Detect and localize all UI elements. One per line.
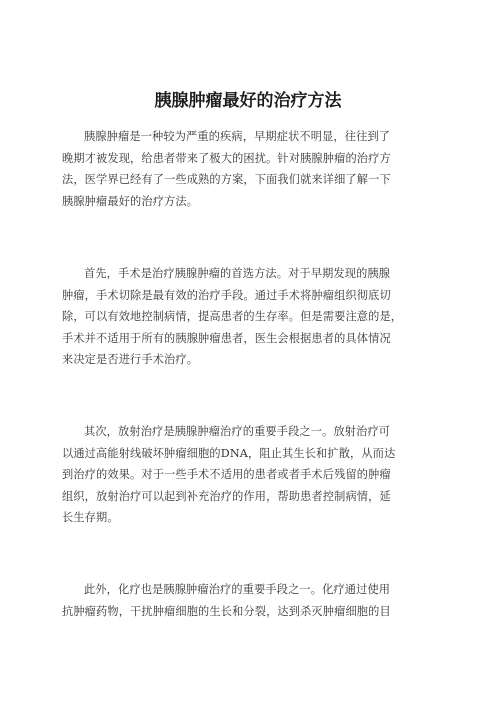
document-title: 胰腺肿瘤最好的治疗方法 bbox=[154, 91, 342, 111]
paragraph-line: 抗肿瘤药物，干扰肿瘤细胞的生长和分裂，达到杀灭肿瘤细胞的目 bbox=[62, 604, 391, 618]
paragraph-line: 此外，化疗也是胰腺肿瘤治疗的重要手段之一。化疗通过使用 bbox=[84, 583, 391, 596]
paragraph-line: 其次，放射治疗是胰腺肿瘤治疗的重要手段之一。放射治疗可 bbox=[84, 425, 391, 438]
paragraph-line: 来决定是否进行手术治疗。 bbox=[62, 353, 199, 366]
paragraph-line: 长生存期。 bbox=[62, 511, 119, 524]
paragraph-1 bbox=[62, 126, 442, 212]
paragraph-line: 以通过高能射线破坏肿瘤细胞的DNA，阻止其生长和扩散，从而达 bbox=[62, 446, 396, 460]
paragraph-4 bbox=[62, 579, 442, 622]
paragraph-line: 到治疗的效果。对于一些手术不适用的患者或者手术后残留的肿瘤 bbox=[62, 468, 391, 481]
paragraph-line: 组织，放射治疗可以起到补充治疗的作用，帮助患者控制病情，延 bbox=[62, 489, 391, 503]
paragraph-line: 法，医学界已经有了一些成熟的方案，下面我们就来详细了解一下 bbox=[62, 173, 391, 186]
paragraph-line: 肿瘤，手术切除是最有效的治疗手段。通过手术将肿瘤组织彻底切 bbox=[62, 288, 391, 302]
paragraph-line: 除，可以有效地控制病情，提高患者的生存率。但是需要注意的是， bbox=[62, 310, 403, 323]
paragraph-line: 胰腺肿瘤最好的治疗方法。 bbox=[62, 194, 199, 208]
paragraph-2 bbox=[62, 263, 442, 371]
paragraph-line: 手术并不适用于所有的胰腺肿瘤患者，医生会根据患者的具体情况 bbox=[62, 331, 391, 345]
paragraph-line: 胰腺肿瘤是一种较为严重的疾病，早期症状不明显，往往到了 bbox=[84, 130, 391, 143]
paragraph-3 bbox=[62, 421, 442, 529]
paragraph-line: 首先，手术是治疗胰腺肿瘤的首选方法。对于早期发现的胰腺 bbox=[84, 267, 391, 280]
paragraph-line: 晚期才被发现，给患者带来了极大的困扰。针对胰腺肿瘤的治疗方 bbox=[62, 151, 391, 165]
